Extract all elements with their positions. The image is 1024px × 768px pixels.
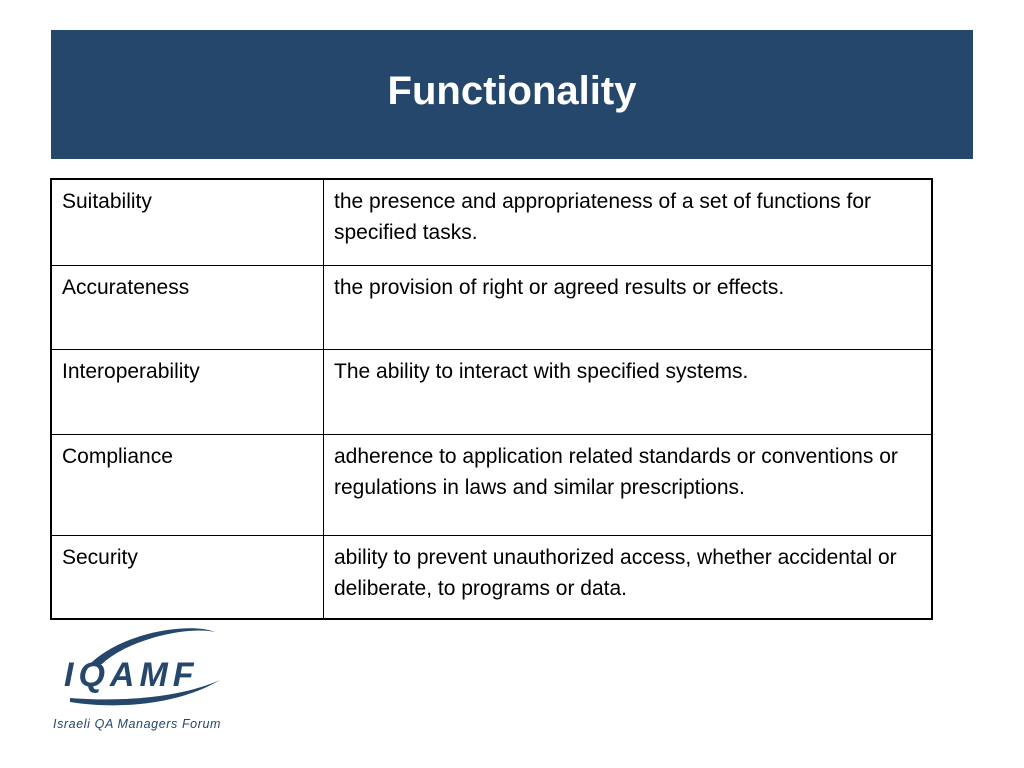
table-row (52, 434, 931, 535)
definitions-table-container (50, 178, 933, 620)
table-row (52, 535, 931, 618)
term-cell: Accurateness (52, 265, 324, 349)
term-cell: Interoperability (52, 349, 324, 434)
definition-cell: the presence and appropriateness of a set of functions for specified tasks. (324, 180, 932, 265)
slide-title: Functionality (387, 69, 637, 113)
logo-wordmark: IQAMF (64, 656, 199, 694)
definition-cell: The ability to interact with specified systems. (324, 349, 932, 434)
definition-cell: adherence to application related standards or conventions or regulations in laws and similar prescriptions. (324, 434, 932, 535)
logo-tagline: Israeli QA Managers Forum (53, 717, 222, 731)
definitions-table (52, 180, 931, 618)
table-row (52, 180, 931, 265)
table-row (52, 265, 931, 349)
term-cell: Compliance (52, 434, 324, 535)
title-bar (51, 30, 973, 159)
definition-cell: ability to prevent unauthorized access, whether accidental or deliberate, to programs or data. (324, 535, 932, 618)
term-cell: Suitability (52, 180, 324, 265)
table-row (52, 349, 931, 434)
term-cell: Security (52, 535, 324, 618)
definition-cell: the provision of right or agreed results or effects. (324, 265, 932, 349)
